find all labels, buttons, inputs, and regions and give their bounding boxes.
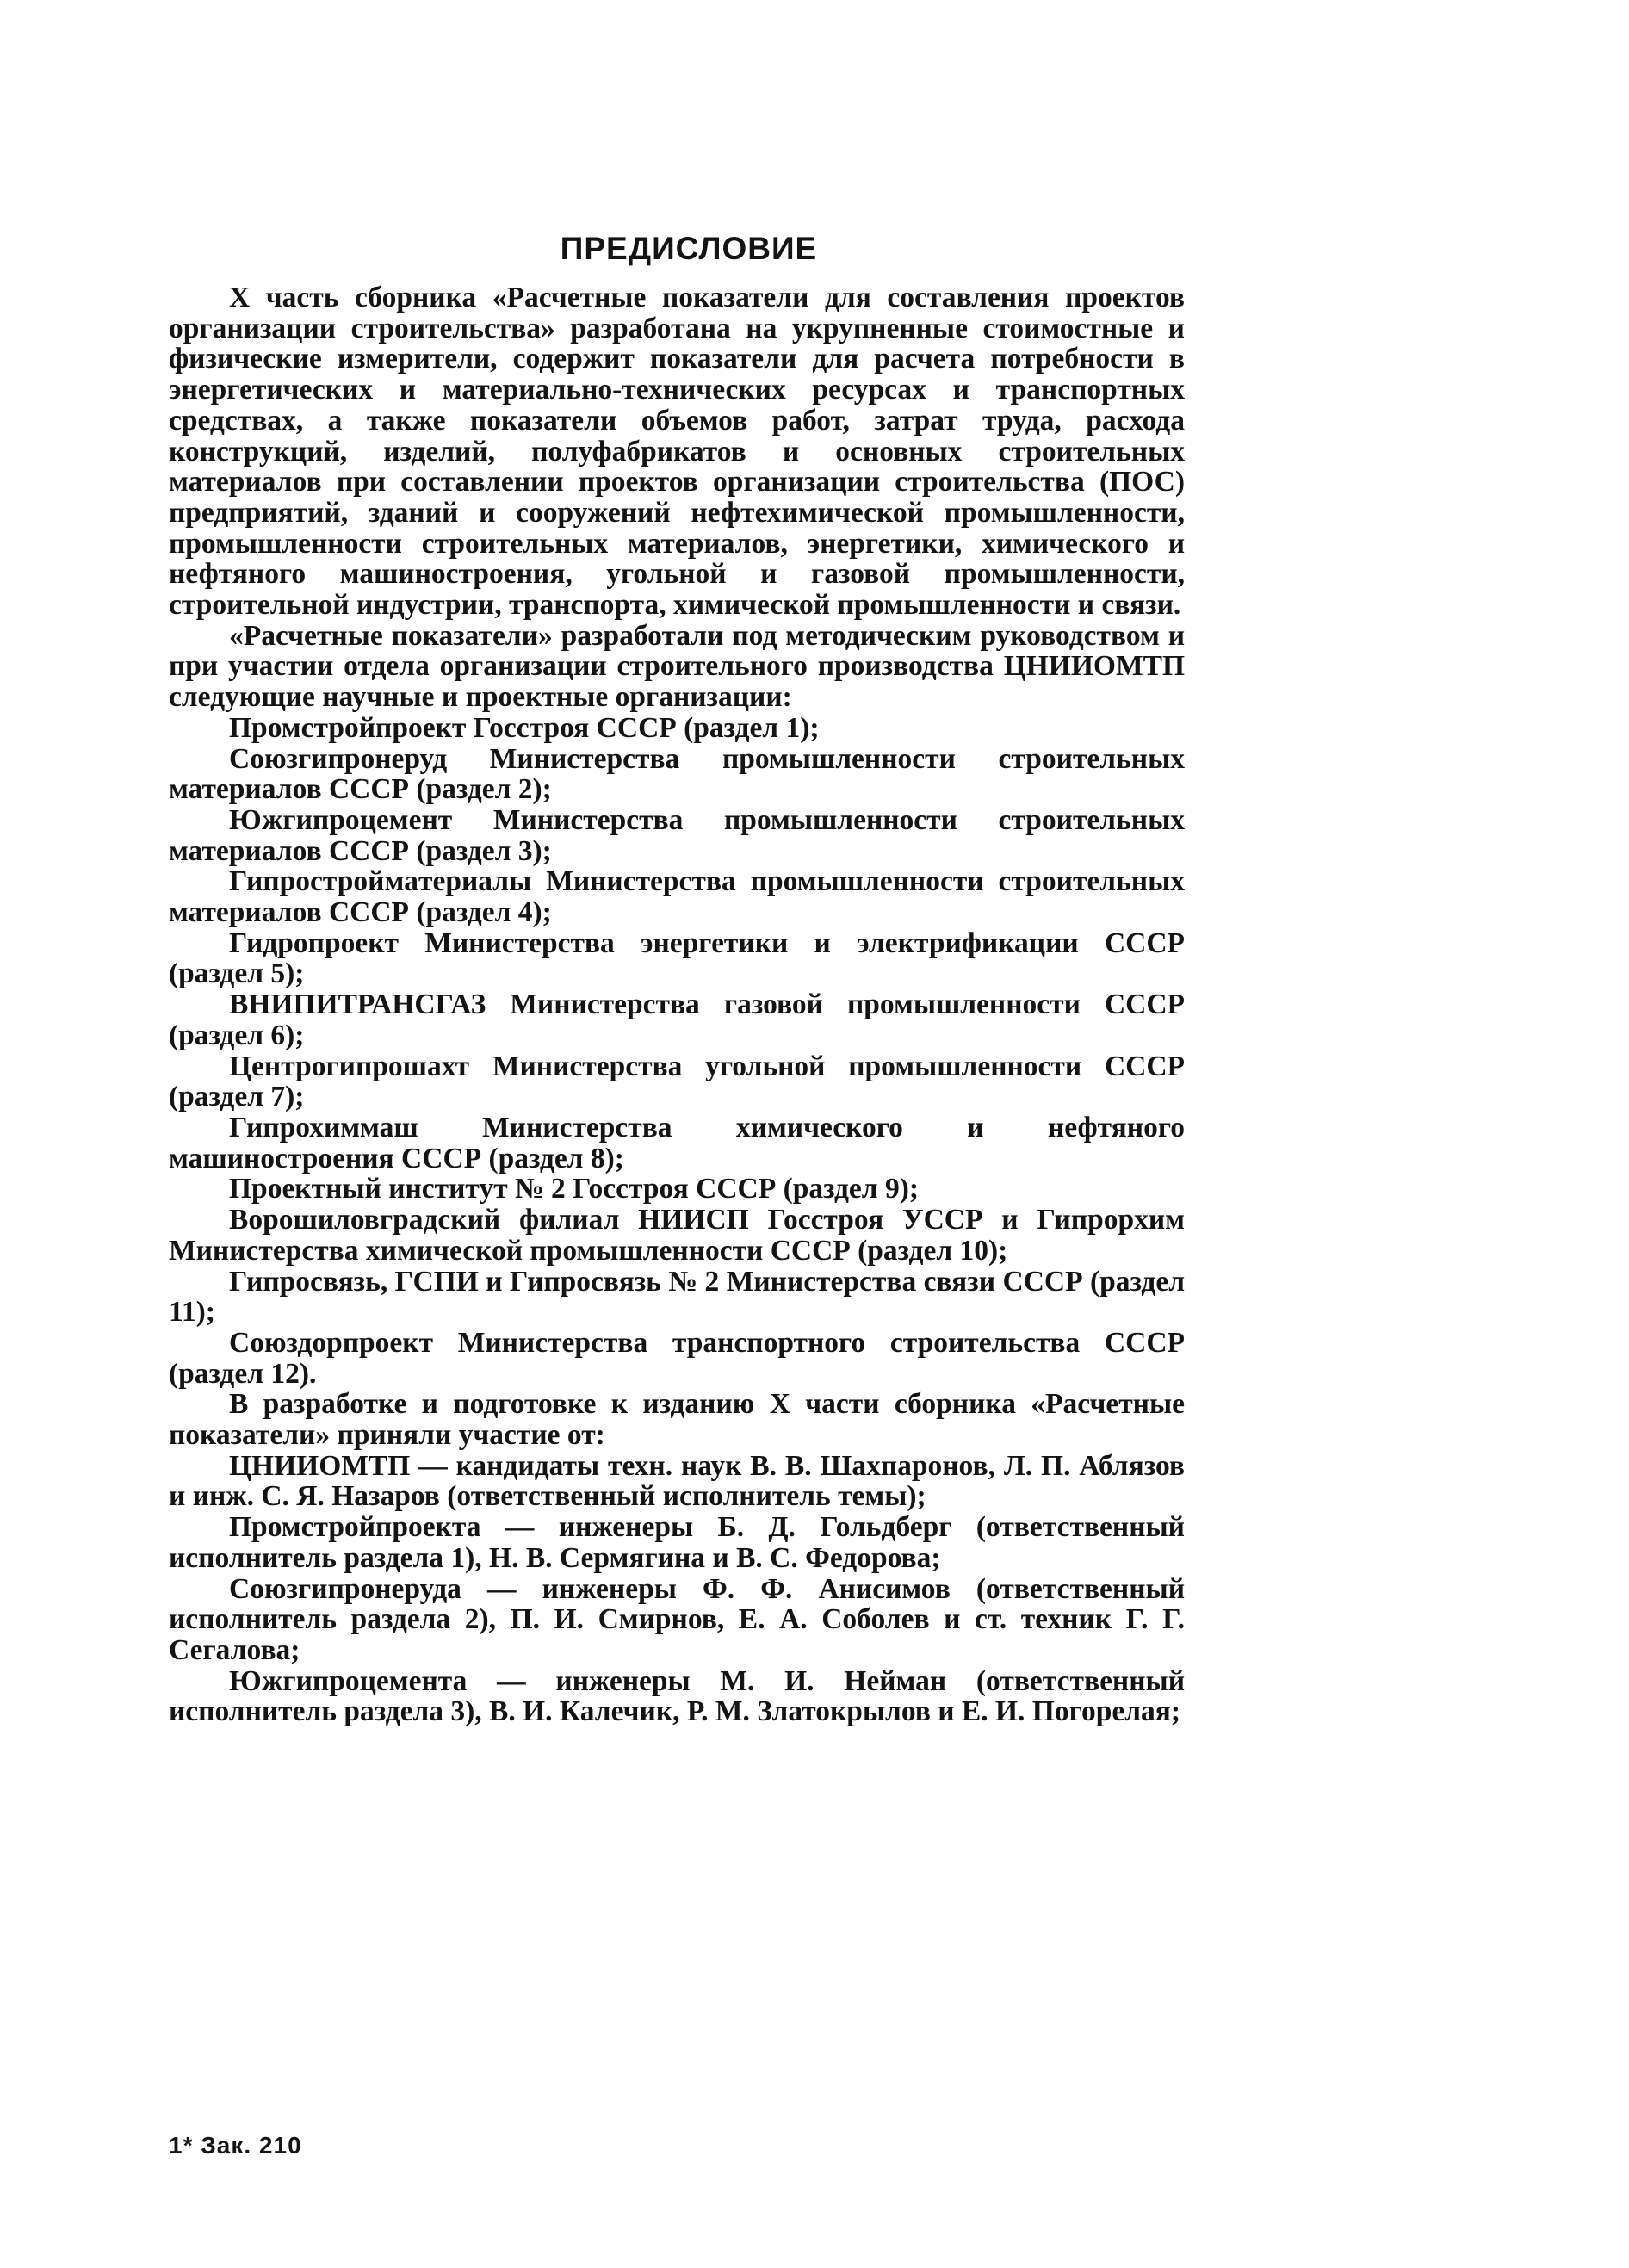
contributor-item: Промстройпроекта — инженеры Б. Д. Гольдберг (ответственный исполнитель раздела 1), Н. В. Сермягина и В. С. Федорова; — [169, 1511, 1185, 1574]
organization-item: Союзгипронеруд Министерства промышленности строительных материалов СССР (раздел 2); — [169, 742, 1185, 806]
organization-item: Южгипроцемент Министерства промышленности строительных материалов СССР (раздел 3); — [169, 803, 1185, 867]
contributor-item: ЦНИИОМТП — кандидаты техн. наук В. В. Шахпаронов, Л. П. Аблязов и инж. С. Я. Назаров (ответственный исполнитель темы); — [169, 1449, 1185, 1513]
organization-item: Гипрохиммаш Министерства химического и нефтяного машиностроения СССР (раздел 8); — [169, 1111, 1185, 1174]
organization-item: Гидропроект Министерства энергетики и электрификации СССР (раздел 5); — [169, 926, 1185, 990]
paragraph: «Расчетные показатели» разработали под методическим руководством и при участии отдела организации строительного производства ЦНИИОМТП следующие научные и проектные организации: — [169, 619, 1185, 714]
document-page — [169, 231, 1185, 1727]
organization-item: Промстройпроект Госстроя СССР (раздел 1); — [229, 711, 820, 744]
organization-item: Центрогипрошахт Министерства угольной промышленности СССР (раздел 7); — [169, 1050, 1185, 1113]
contributor-item: Союзгипронеруда — инженеры Ф. Ф. Анисимов (ответственный исполнитель раздела 2), П. И. Смирнов, Е. А. Соболев и ст. техник Г. Г. Сегалова; — [169, 1572, 1185, 1666]
organization-item: Союздорпроект Министерства транспортного строительства СССР (раздел 12). — [169, 1326, 1185, 1390]
organization-item: Гипростроймaтериалы Министерства промышленности строительных материалов СССР (раздел 4); — [169, 865, 1185, 929]
organization-item: ВНИПИТРАНСГАЗ Министерства газовой промышленности СССР (раздел 6); — [169, 988, 1185, 1051]
paragraph: X часть сборника «Расчетные показатели для составления проектов организации строительства» разработана на укрупненные стоимостные и физические измерители, содержит показатели для расчета потребности в энергетических и материально-технических ресурсах и транспортных средствах, а также показатели объемов работ, затрат труда, расхода конструкций, изделий, полуфабрикатов и основных строительных материалов при составлении проектов организации строительства (ПОС) предприятий, зданий и сооружений нефтехимической промышленности, промышленности строительных материалов, энергетики, химического и нефтяного машиностроения, угольной и газовой промышленности, строительной индустрии, транспорта, химической промышленности и связи. — [169, 282, 1185, 622]
contributor-item: Южгипроцемента — инженеры М. И. Нейман (ответственный исполнитель раздела 3), В. И. Калечик, Р. М. Златокрылов и Е. И. Погорелая; — [169, 1664, 1185, 1728]
organization-item: Ворошиловградский филиал НИИСП Госстроя УССР и Гипрорхим Министерства химической промышленности СССР (раздел 10); — [169, 1204, 1185, 1267]
document-body — [169, 282, 1185, 1727]
organization-item: Гипросвязь, ГСПИ и Гипросвязь № 2 Министерства связи СССР (раздел 11); — [169, 1265, 1185, 1329]
document-title: ПРЕДИСЛОВИЕ — [560, 231, 818, 266]
paragraph: В разработке и подготовке к изданию X части сборника «Расчетные показатели» приняли участие от: — [169, 1388, 1185, 1452]
organization-item: Проектный институт № 2 Госстроя СССР (раздел 9); — [229, 1173, 920, 1205]
page-footer: 1* Зак. 210 — [169, 2132, 302, 2159]
